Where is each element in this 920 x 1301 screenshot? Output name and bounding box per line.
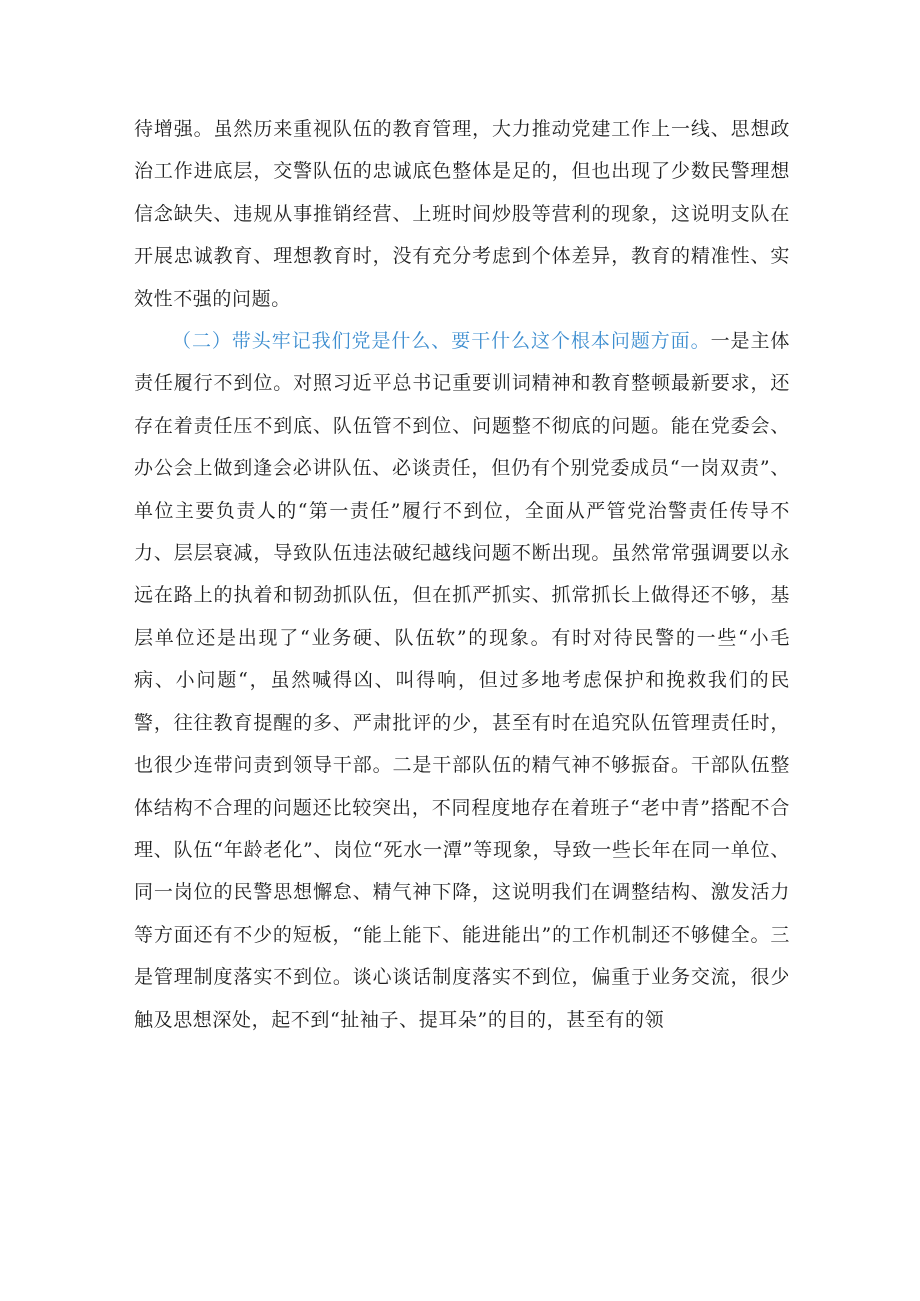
paragraph-section-two bbox=[134, 320, 790, 1041]
paragraph-2-text: 一是主体责任履行不到位。对照习近平总书记重要训词精神和教育整顿最新要求，还存在着责任压不到底、队伍管不到位、问题整不彻底的问题。能在党委会、办公会上做到逢会必讲队伍、必谈责任，但仍有个别党委成员“一岗双责”、单位主要负责人的“第一责任”履行不到位，全面从严管党治警责任传导不力、层层衰减，导致队伍违法破纪越线问题不断出现。虽然常常强调要以永远在路上的执着和韧劲抓队伍，但在抓严抓实、抓常抓长上做得还不够，基层单位还是出现了“业务硬、队伍软”的现象。有时对待民警的一些“小毛病、小问题“，虽然喊得凶、叫得响，但过多地考虑保护和挽救我们的民警，往往教育提醒的多、严肃批评的少，甚至有时在追究队伍管理责任时，也很少连带问责到领导干部。二是干部队伍的精气神不够振奋。干部队伍整体结构不合理的问题还比较突出，不同程度地存在着班子“老中青”搭配不合理、队伍“年龄老化”、岗位“死水一潭”等现象，导致一些长年在同一单位、同一岗位的民警思想懈怠、精气神下降，这说明我们在调整结构、激发活力等方面还有不少的短板，“能上能下、能进能出”的工作机制还不够健全。三是管理制度落实不到位。谈心谈话制度落实不到位，偏重于业务交流，很少触及思想深处，起不到“扯袖子、提耳朵”的目的，甚至有的领 bbox=[134, 330, 791, 1031]
document-body bbox=[134, 108, 790, 1041]
paragraph-continuation bbox=[134, 108, 790, 320]
section-heading: （二）带头牢记我们党是什么、要干什么这个根本问题方面。 bbox=[172, 330, 711, 353]
paragraph-1-text: 待增强。虽然历来重视队伍的教育管理，大力推动党建工作上一线、思想政治工作进底层，交警队伍的忠诚底色整体是足的，但也出现了少数民警理想信念缺失、违规从事推销经营、上班时间炒股等营利的现象，这说明支队在开展忠诚教育、理想教育时，没有充分考虑到个体差异，教育的精准性、实效性不强的问题。 bbox=[134, 118, 790, 310]
